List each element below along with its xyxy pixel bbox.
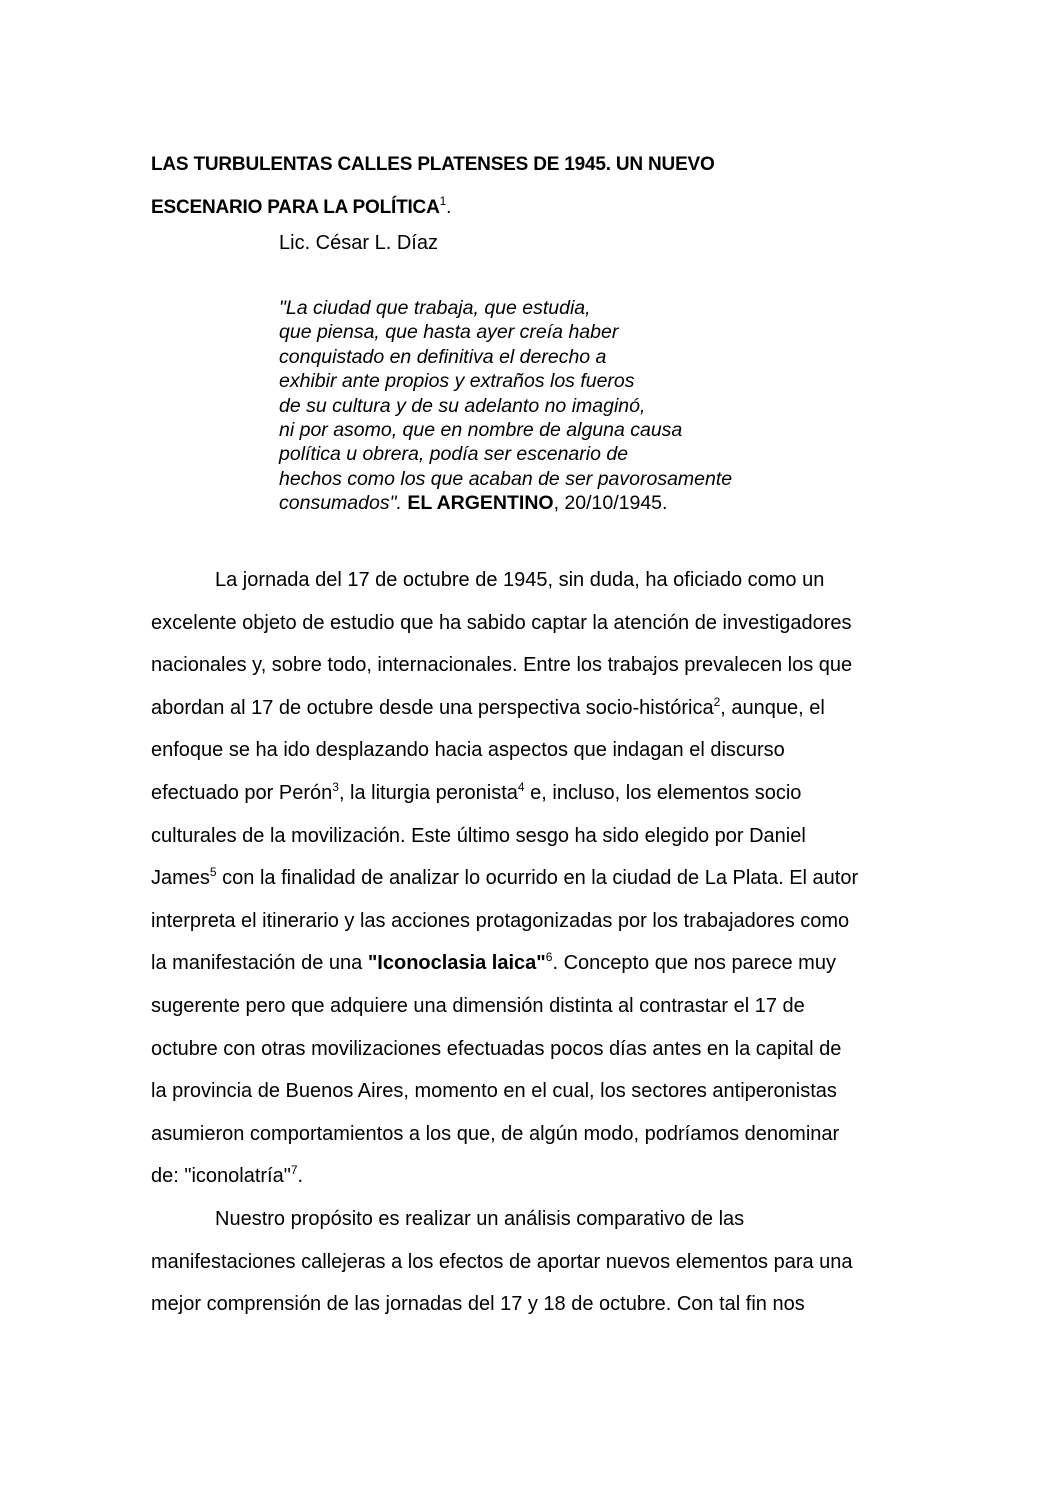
paragraph-line: nacionales y, sobre todo, internacionales. Entre los trabajos prevalecen los que	[151, 654, 853, 677]
epigraph-quote	[279, 296, 899, 516]
paragraph-line: Nuestro propósito es realizar un análisis comparativo de las	[215, 1207, 745, 1230]
epigraph-line-end: consumados".	[279, 492, 402, 515]
footnote-ref-3[interactable]: 3	[332, 779, 339, 794]
footnote-ref-1[interactable]: 1	[439, 194, 447, 208]
footnote-ref-6[interactable]: 6	[545, 950, 553, 965]
footnote-ref-7[interactable]: 7	[290, 1163, 298, 1178]
epigraph-line: de su cultura y de su adelanto no imaginó,	[279, 394, 646, 417]
paragraph-line: enfoque se ha ido desplazando hacia aspectos que indagan el discurso	[151, 739, 785, 762]
text-run: la manifestación de una	[151, 952, 368, 975]
paragraph-line: sugerente pero que adquiere una dimensión distinta al contrastar el 17 de	[151, 994, 805, 1017]
paragraph-line: mejor comprensión de las jornadas del 17 y 18 de octubre. Con tal fin nos	[151, 1293, 805, 1316]
author-name: Lic. César L. Díaz	[279, 232, 438, 254]
paragraph-line: interpreta el itinerario y las acciones protagonizadas por los trabajadores como	[151, 909, 850, 932]
document-title	[151, 143, 911, 229]
paragraph-line	[151, 687, 911, 730]
paragraph-line: La jornada del 17 de octubre de 1945, sin duda, ha oficiado como un	[215, 569, 825, 591]
footnote-ref-5[interactable]: 5	[209, 865, 217, 880]
footnote-ref-2[interactable]: 2	[713, 694, 721, 709]
text-run: abordan al 17 de octubre desde una perspectiva socio-histórica	[151, 696, 714, 719]
title-line-2	[151, 186, 911, 229]
paragraph-line: culturales de la movilización. Este último sesgo ha sido elegido por Daniel	[151, 824, 806, 847]
text-run: efectuado por Perón	[151, 781, 333, 804]
text-run: e, incluso, los elementos socio	[524, 781, 802, 804]
epigraph-line: hechos como los que acaban de ser pavorosamente	[279, 467, 733, 490]
text-run: , la liturgia peronista	[338, 781, 518, 804]
epigraph-line: que piensa, que hasta ayer creía haber	[279, 321, 619, 344]
text-run: James	[151, 867, 210, 890]
footnote-ref-4[interactable]: 4	[517, 779, 525, 794]
epigraph-line: conquistado en definitiva el derecho a	[279, 345, 607, 368]
epigraph-last-line	[279, 491, 899, 515]
paragraph-line	[151, 772, 911, 815]
emphasis-term: "Iconoclasia laica"	[367, 952, 546, 975]
paragraph-line: manifestaciones callejeras a los efectos de aportar nuevos elementos para una	[151, 1250, 853, 1273]
title-end: .	[446, 197, 452, 218]
epigraph-line: ni por asomo, que en nombre de alguna causa	[279, 419, 683, 442]
source-newspaper: EL ARGENTINO	[407, 492, 554, 515]
text-run: , aunque, el	[720, 696, 825, 719]
title-line-1: LAS TURBULENTAS CALLES PLATENSES DE 1945. UN NUEVO	[151, 154, 715, 175]
text-run: .	[297, 1165, 304, 1188]
paragraph-line: excelente objeto de estudio que ha sabido captar la atención de investigadores	[151, 611, 852, 634]
text-run: con la finalidad de analizar lo ocurrido en la ciudad de La Plata. El autor	[216, 867, 859, 890]
paragraph-line	[151, 1155, 911, 1198]
paragraph-line: octubre con otras movilizaciones efectuadas pocos días antes en la capital de	[151, 1037, 842, 1060]
source-date: , 20/10/1945.	[553, 492, 668, 515]
text-run: . Concepto que nos parece muy	[552, 952, 836, 975]
epigraph-line: "La ciudad que trabaja, que estudia,	[279, 297, 591, 319]
paragraph-line: la provincia de Buenos Aires, momento en el cual, los sectores antiperonistas	[151, 1080, 837, 1103]
paragraph-line	[151, 942, 911, 985]
paragraph-line: asumieron comportamientos a los que, de algún modo, podríamos denominar	[151, 1122, 840, 1145]
epigraph-source	[407, 492, 667, 514]
title-line-2-text: ESCENARIO PARA LA POLÍTICA	[151, 197, 440, 218]
epigraph-line: política u obrera, podía ser escenario de	[279, 443, 629, 466]
paragraph-line	[151, 857, 911, 900]
body-text	[151, 559, 911, 1326]
text-run: de: "iconolatría"	[151, 1165, 291, 1188]
epigraph-line: exhibir ante propios y extraños los fueros	[279, 370, 635, 393]
